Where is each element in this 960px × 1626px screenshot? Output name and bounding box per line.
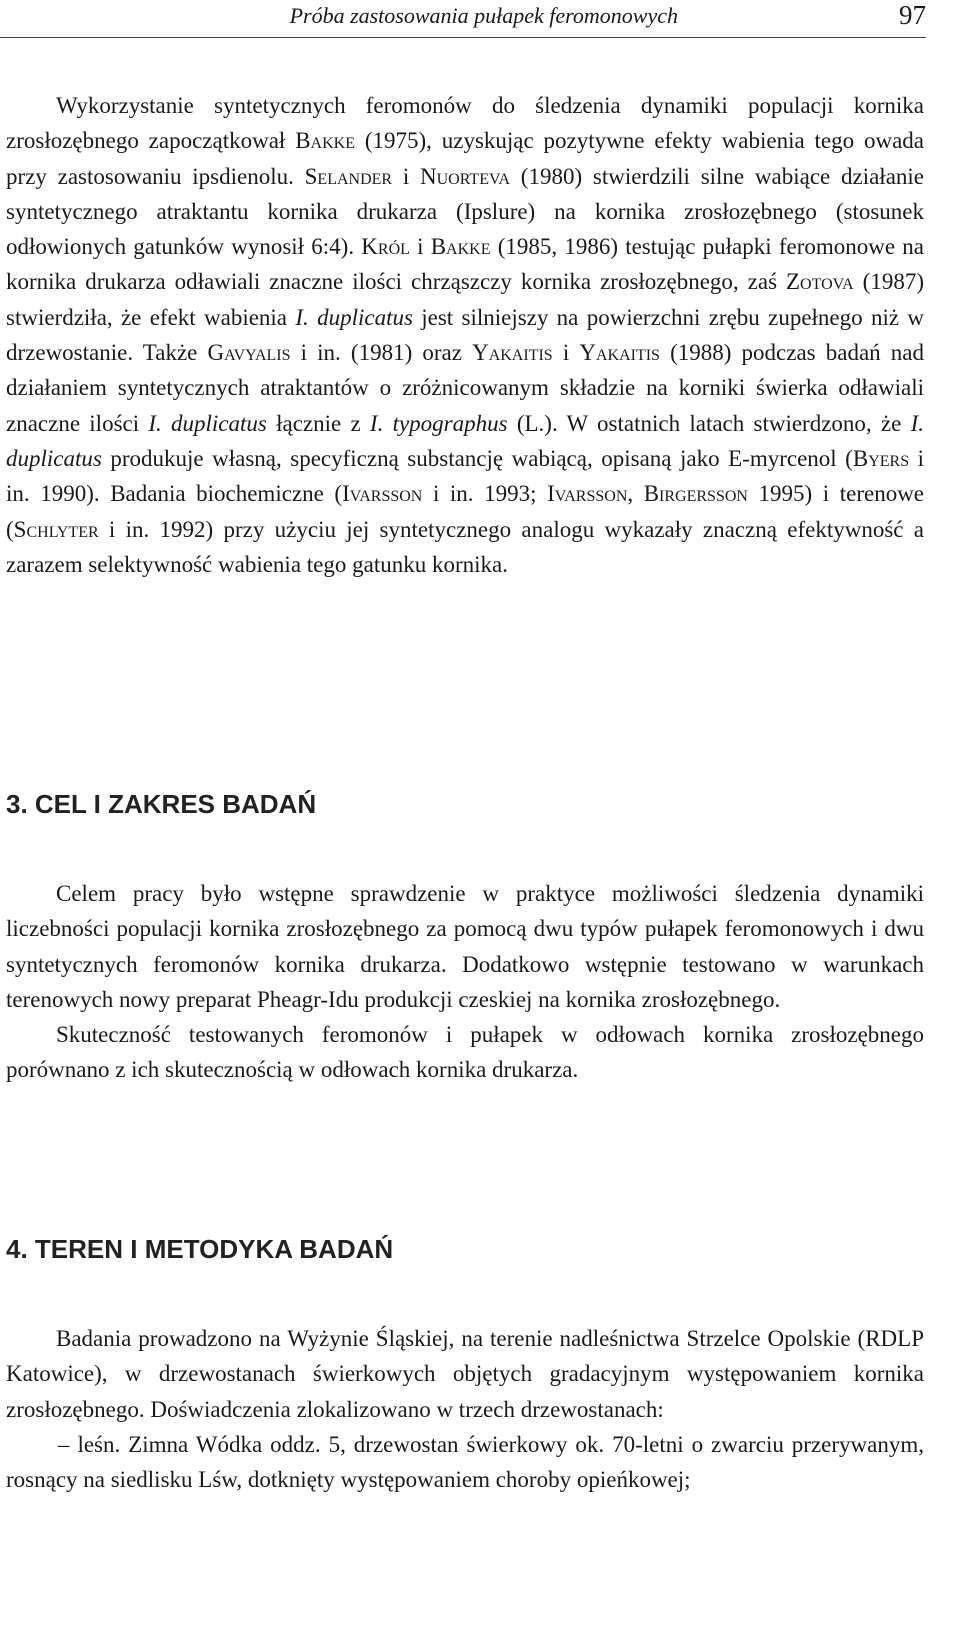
- author-schlyter: Schlyter: [13, 516, 99, 542]
- section-3-body: [6, 876, 924, 1088]
- author-bakke-2: Bakke: [430, 234, 491, 260]
- author-yakaitis-2: Yakaitis: [579, 340, 660, 366]
- running-title: Próba zastosowania pułapek feromonowych: [289, 3, 678, 28]
- author-krol: Król: [361, 234, 410, 260]
- author-ivarsson: Ivarsson: [342, 481, 423, 507]
- section-4-heading: 4. TEREN I METODYKA BADAŃ: [6, 1234, 394, 1264]
- page-number: 97: [899, 0, 926, 30]
- intro-section: [6, 88, 924, 582]
- species-name: I. typographus: [369, 410, 508, 436]
- section-4-body: [6, 1321, 924, 1497]
- author-gavyalis: Gavyalis: [207, 340, 291, 366]
- author-yakaitis: Yakaitis: [472, 340, 553, 366]
- author-ivarsson-2: Ivarsson: [547, 481, 628, 507]
- intro-paragraph: Wykorzystanie syntetycznych feromonów do śledzenia dynamiki populacji kornika zrosłozębnego zapoczątkował Bakke (1975), uzyskując pozytywne efekty wabienia tego owada przy zastosowaniu ipsdienolu. Selander i Nuorteva (1980) stwierdzili silne wabiące działanie syntetycznego atraktantu kornika drukarza (Ipslure) na kornika zrosłozębnego (stosunek odłowionych gatunków wynosił 6:4). Król i Bakke (1985, 1986) testując pułapki feromonowe na kornika drukarza odławiali znaczne ilości chrząszczy kornika zrosłozębnego, zaś Zotova (1987) stwierdziła, że efekt wabienia I. duplicatus jest silniejszy na powierzchni zrębu zupełnego niż w drzewostanie. Także Gavyalis i in. (1981) oraz Yakaitis i Yakaitis (1988) podczas badań nad działaniem syntetycznych atraktantów o zróżnicowanym składzie na korniki świerka odławiali znaczne ilości I. duplicatus łącznie z I. typographus (L.). W ostatnich latach stwierdzono, że I. duplicatus produkuje własną, specyficzną substancję wabiącą, opisaną jako E-myrcenol (Byers i in. 1990). Badania biochemiczne (Ivarsson i in. 1993; Ivarsson, Birgersson 1995) i terenowe (Schlyter i in. 1992) przy użyciu jej syntetycznego analogu wykazały znaczną efektywność a zarazem selektywność wabienia tego gatunku kornika.: [6, 93, 925, 577]
- section-3-paragraph-1: Celem pracy było wstępne sprawdzenie w praktyce możliwości śledzenia dynamiki liczebności populacji kornika zrosłozębnego za pomocą dwu typów pułapek feromonowych i dwu syntetycznych feromonów kornika drukarza. Dodatkowo wstępnie testowano w warunkach terenowych nowy preparat Pheagr-Idu produkcji czeskiej na kornika zrosłozębnego.: [6, 881, 924, 1012]
- species-name: I. duplicatus: [6, 410, 924, 471]
- author-nuorteva: Nuorteva: [420, 163, 511, 189]
- location-list-item: – leśn. Zimna Wódka oddz. 5, drzewostan świerkowy ok. 70-letni o zwarciu przerywanym, rosnący na siedlisku Lśw, dotknięty występowaniem choroby opieńkowej;: [6, 1431, 924, 1493]
- author-bakke: Bakke: [295, 128, 355, 154]
- author-zotova: Zotova: [786, 269, 854, 295]
- header-rule: [0, 37, 926, 38]
- running-header: [0, 0, 960, 40]
- section-4-paragraph-1: Badania prowadzono na Wyżynie Śląskiej, na terenie nadleśnictwa Strzelce Opolskie (RDLP Katowice), w drzewostanach świerkowych objętych gradacyjnym występowaniem kornika zrosłozębnego. Doświadczenia zlokalizowano w trzech drzewostanach:: [6, 1326, 924, 1422]
- author-byers: Byers: [852, 445, 910, 471]
- author-birgersson: Birgersson: [643, 481, 748, 507]
- species-name: I. duplicatus: [295, 304, 413, 330]
- author-selander: Selander: [304, 163, 393, 189]
- section-3-heading: 3. CEL I ZAKRES BADAŃ: [6, 789, 317, 819]
- section-3-paragraph-2: Skuteczność testowanych feromonów i pułapek w odłowach kornika zrosłozębnego porównano z ich skutecznością w odłowach kornika drukarza.: [6, 1022, 924, 1083]
- species-name: I. duplicatus: [148, 410, 267, 436]
